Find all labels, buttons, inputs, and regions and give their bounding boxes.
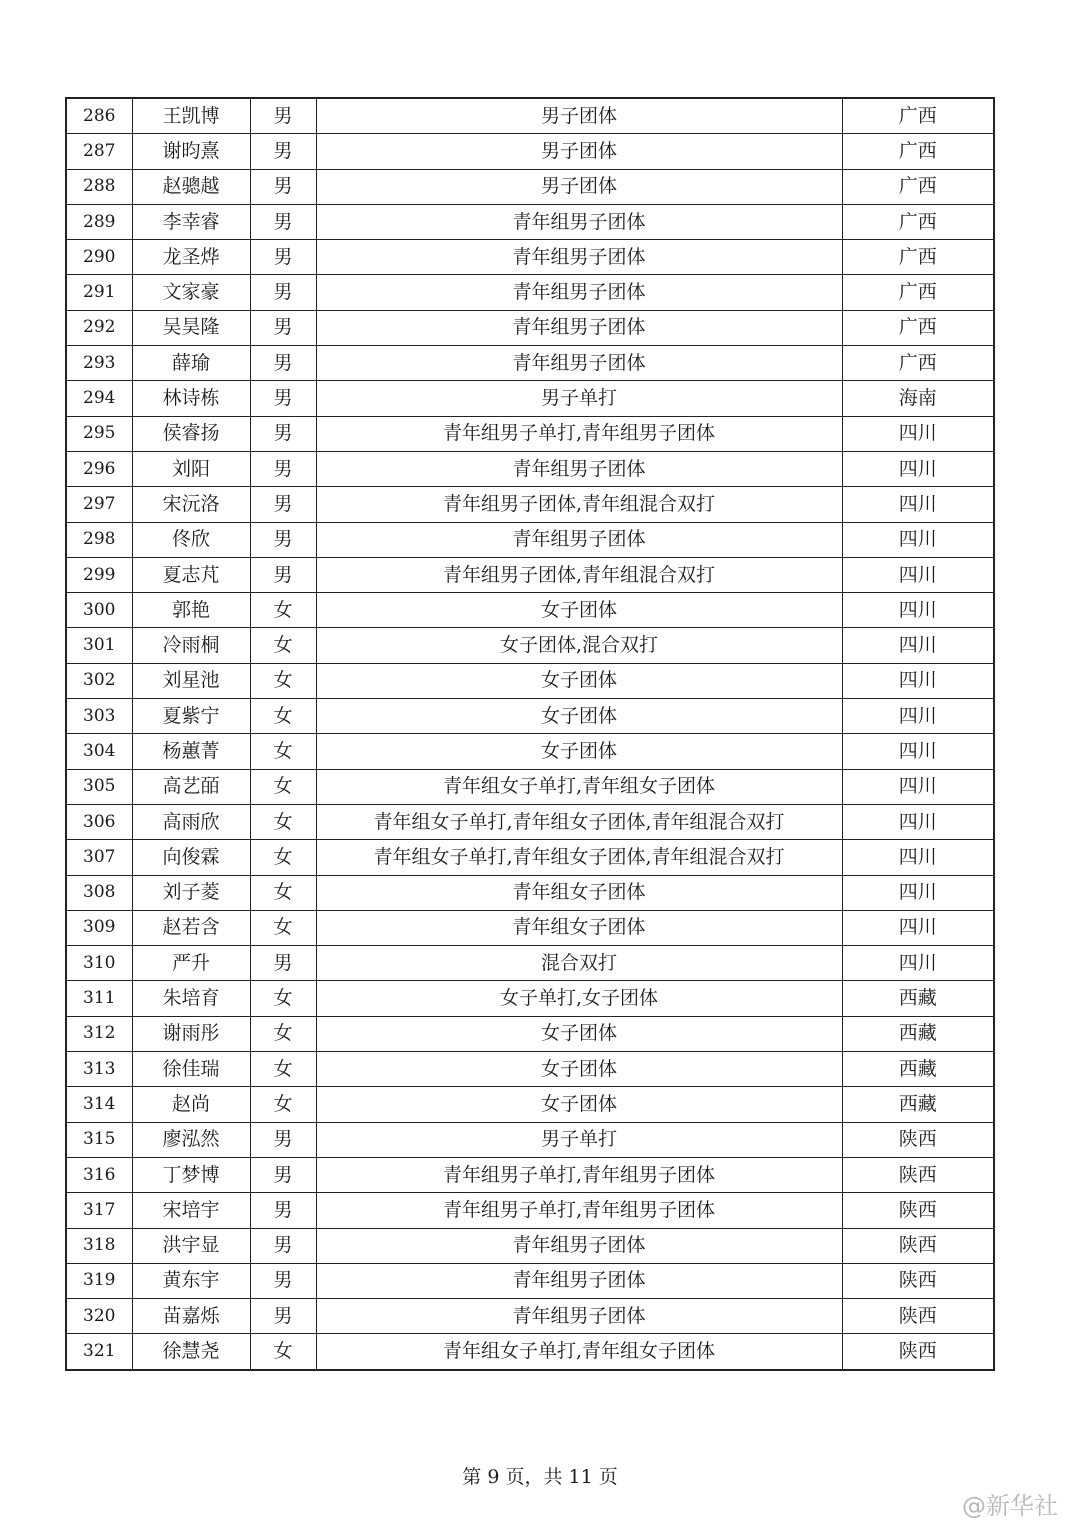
gender-cell: 女 xyxy=(250,593,316,628)
gender-cell: 男 xyxy=(250,416,316,451)
table-row xyxy=(66,875,994,910)
name-cell: 高雨欣 xyxy=(132,804,250,839)
row-number-cell: 304 xyxy=(66,734,132,769)
events-cell: 青年组女子团体 xyxy=(316,910,842,945)
region-cell: 四川 xyxy=(842,593,994,628)
events-cell: 青年组男子单打,青年组男子团体 xyxy=(316,1193,842,1228)
name-cell: 刘子菱 xyxy=(132,875,250,910)
row-number-cell: 312 xyxy=(66,1016,132,1051)
region-cell: 广西 xyxy=(842,134,994,169)
name-cell: 苗嘉烁 xyxy=(132,1299,250,1334)
gender-cell: 女 xyxy=(250,875,316,910)
page-footer: 第 9 页，共 11 页 xyxy=(462,1466,618,1488)
table-row xyxy=(66,240,994,275)
watermark: @新华社 xyxy=(962,1492,1058,1520)
region-cell: 西藏 xyxy=(842,981,994,1016)
table-row xyxy=(66,804,994,839)
table-row xyxy=(66,910,994,945)
name-cell: 李幸睿 xyxy=(132,204,250,239)
table-row xyxy=(66,1193,994,1228)
row-number-cell: 318 xyxy=(66,1228,132,1263)
region-cell: 四川 xyxy=(842,628,994,663)
region-cell: 陕西 xyxy=(842,1334,994,1370)
row-number-cell: 314 xyxy=(66,1087,132,1122)
name-cell: 宋培宇 xyxy=(132,1193,250,1228)
row-number-cell: 295 xyxy=(66,416,132,451)
table-row xyxy=(66,416,994,451)
events-cell: 青年组男子团体 xyxy=(316,1263,842,1298)
name-cell: 刘阳 xyxy=(132,451,250,486)
gender-cell: 男 xyxy=(250,1122,316,1157)
gender-cell: 女 xyxy=(250,840,316,875)
table-row xyxy=(66,1087,994,1122)
row-number-cell: 309 xyxy=(66,910,132,945)
region-cell: 四川 xyxy=(842,663,994,698)
events-cell: 青年组男子团体 xyxy=(316,310,842,345)
events-cell: 青年组男子团体 xyxy=(316,346,842,381)
gender-cell: 男 xyxy=(250,134,316,169)
table-row xyxy=(66,204,994,239)
name-cell: 高艺皕 xyxy=(132,769,250,804)
gender-cell: 男 xyxy=(250,557,316,592)
gender-cell: 男 xyxy=(250,204,316,239)
gender-cell: 男 xyxy=(250,1157,316,1192)
events-cell: 青年组男子团体 xyxy=(316,204,842,239)
row-number-cell: 310 xyxy=(66,946,132,981)
region-cell: 海南 xyxy=(842,381,994,416)
table-row xyxy=(66,98,994,134)
name-cell: 徐佳瑞 xyxy=(132,1052,250,1087)
region-cell: 四川 xyxy=(842,946,994,981)
gender-cell: 女 xyxy=(250,734,316,769)
events-cell: 青年组男子团体 xyxy=(316,1299,842,1334)
name-cell: 廖泓然 xyxy=(132,1122,250,1157)
table-row xyxy=(66,593,994,628)
name-cell: 杨蕙菁 xyxy=(132,734,250,769)
gender-cell: 男 xyxy=(250,275,316,310)
gender-cell: 男 xyxy=(250,346,316,381)
region-cell: 广西 xyxy=(842,240,994,275)
row-number-cell: 321 xyxy=(66,1334,132,1370)
gender-cell: 女 xyxy=(250,769,316,804)
events-cell: 女子团体 xyxy=(316,663,842,698)
region-cell: 广西 xyxy=(842,204,994,239)
region-cell: 四川 xyxy=(842,910,994,945)
gender-cell: 男 xyxy=(250,240,316,275)
table-row xyxy=(66,275,994,310)
region-cell: 西藏 xyxy=(842,1087,994,1122)
region-cell: 西藏 xyxy=(842,1016,994,1051)
table-row xyxy=(66,451,994,486)
row-number-cell: 293 xyxy=(66,346,132,381)
table-row xyxy=(66,169,994,204)
name-cell: 严升 xyxy=(132,946,250,981)
name-cell: 刘星池 xyxy=(132,663,250,698)
name-cell: 吴昊隆 xyxy=(132,310,250,345)
name-cell: 徐慧尧 xyxy=(132,1334,250,1370)
events-cell: 青年组女子单打,青年组女子团体 xyxy=(316,1334,842,1370)
region-cell: 陕西 xyxy=(842,1299,994,1334)
events-cell: 女子团体 xyxy=(316,1016,842,1051)
region-cell: 广西 xyxy=(842,310,994,345)
row-number-cell: 292 xyxy=(66,310,132,345)
gender-cell: 男 xyxy=(250,522,316,557)
events-cell: 青年组女子单打,青年组女子团体,青年组混合双打 xyxy=(316,804,842,839)
events-cell: 女子单打,女子团体 xyxy=(316,981,842,1016)
events-cell: 男子团体 xyxy=(316,134,842,169)
table-row xyxy=(66,134,994,169)
table-row xyxy=(66,381,994,416)
row-number-cell: 301 xyxy=(66,628,132,663)
row-number-cell: 296 xyxy=(66,451,132,486)
name-cell: 侯睿扬 xyxy=(132,416,250,451)
row-number-cell: 303 xyxy=(66,699,132,734)
events-cell: 青年组男子单打,青年组男子团体 xyxy=(316,416,842,451)
row-number-cell: 300 xyxy=(66,593,132,628)
table-row xyxy=(66,522,994,557)
table-row xyxy=(66,1016,994,1051)
region-cell: 广西 xyxy=(842,169,994,204)
region-cell: 陕西 xyxy=(842,1228,994,1263)
row-number-cell: 299 xyxy=(66,557,132,592)
name-cell: 赵若含 xyxy=(132,910,250,945)
name-cell: 宋沅洛 xyxy=(132,487,250,522)
name-cell: 佟欣 xyxy=(132,522,250,557)
name-cell: 夏紫宁 xyxy=(132,699,250,734)
gender-cell: 男 xyxy=(250,487,316,522)
region-cell: 广西 xyxy=(842,275,994,310)
row-number-cell: 286 xyxy=(66,98,132,134)
region-cell: 陕西 xyxy=(842,1122,994,1157)
table-row xyxy=(66,487,994,522)
row-number-cell: 319 xyxy=(66,1263,132,1298)
name-cell: 谢雨彤 xyxy=(132,1016,250,1051)
region-cell: 四川 xyxy=(842,769,994,804)
events-cell: 女子团体,混合双打 xyxy=(316,628,842,663)
table-row xyxy=(66,663,994,698)
row-number-cell: 315 xyxy=(66,1122,132,1157)
name-cell: 洪宇显 xyxy=(132,1228,250,1263)
row-number-cell: 317 xyxy=(66,1193,132,1228)
table-row xyxy=(66,981,994,1016)
gender-cell: 女 xyxy=(250,981,316,1016)
region-cell: 四川 xyxy=(842,557,994,592)
name-cell: 谢昀熹 xyxy=(132,134,250,169)
name-cell: 向俊霖 xyxy=(132,840,250,875)
region-cell: 四川 xyxy=(842,416,994,451)
row-number-cell: 287 xyxy=(66,134,132,169)
table-row xyxy=(66,1334,994,1370)
events-cell: 青年组女子团体 xyxy=(316,875,842,910)
name-cell: 王凯博 xyxy=(132,98,250,134)
region-cell: 广西 xyxy=(842,346,994,381)
gender-cell: 女 xyxy=(250,699,316,734)
table-row xyxy=(66,734,994,769)
events-cell: 青年组男子团体 xyxy=(316,1228,842,1263)
table-row xyxy=(66,946,994,981)
name-cell: 赵骢越 xyxy=(132,169,250,204)
events-cell: 女子团体 xyxy=(316,734,842,769)
row-number-cell: 307 xyxy=(66,840,132,875)
row-number-cell: 302 xyxy=(66,663,132,698)
events-cell: 男子单打 xyxy=(316,381,842,416)
row-number-cell: 311 xyxy=(66,981,132,1016)
events-cell: 青年组女子单打,青年组女子团体,青年组混合双打 xyxy=(316,840,842,875)
name-cell: 龙圣烨 xyxy=(132,240,250,275)
row-number-cell: 290 xyxy=(66,240,132,275)
row-number-cell: 305 xyxy=(66,769,132,804)
region-cell: 陕西 xyxy=(842,1157,994,1192)
table-row xyxy=(66,699,994,734)
gender-cell: 男 xyxy=(250,1228,316,1263)
events-cell: 青年组男子团体 xyxy=(316,240,842,275)
events-cell: 男子单打 xyxy=(316,1122,842,1157)
row-number-cell: 306 xyxy=(66,804,132,839)
table-row xyxy=(66,310,994,345)
region-cell: 四川 xyxy=(842,734,994,769)
gender-cell: 男 xyxy=(250,1193,316,1228)
events-cell: 女子团体 xyxy=(316,593,842,628)
events-cell: 混合双打 xyxy=(316,946,842,981)
gender-cell: 女 xyxy=(250,1052,316,1087)
roster-table xyxy=(65,97,995,1371)
gender-cell: 女 xyxy=(250,663,316,698)
region-cell: 四川 xyxy=(842,522,994,557)
row-number-cell: 294 xyxy=(66,381,132,416)
row-number-cell: 308 xyxy=(66,875,132,910)
name-cell: 郭艳 xyxy=(132,593,250,628)
gender-cell: 女 xyxy=(250,910,316,945)
table-row xyxy=(66,769,994,804)
table-row xyxy=(66,628,994,663)
events-cell: 青年组男子单打,青年组男子团体 xyxy=(316,1157,842,1192)
name-cell: 朱培育 xyxy=(132,981,250,1016)
region-cell: 陕西 xyxy=(842,1263,994,1298)
region-cell: 四川 xyxy=(842,875,994,910)
gender-cell: 男 xyxy=(250,946,316,981)
events-cell: 女子团体 xyxy=(316,1087,842,1122)
table-row xyxy=(66,1263,994,1298)
region-cell: 四川 xyxy=(842,487,994,522)
name-cell: 丁梦博 xyxy=(132,1157,250,1192)
name-cell: 冷雨桐 xyxy=(132,628,250,663)
name-cell: 黄东宇 xyxy=(132,1263,250,1298)
name-cell: 林诗栋 xyxy=(132,381,250,416)
gender-cell: 男 xyxy=(250,169,316,204)
row-number-cell: 313 xyxy=(66,1052,132,1087)
name-cell: 文家豪 xyxy=(132,275,250,310)
table-row xyxy=(66,840,994,875)
region-cell: 四川 xyxy=(842,804,994,839)
row-number-cell: 316 xyxy=(66,1157,132,1192)
gender-cell: 男 xyxy=(250,98,316,134)
gender-cell: 男 xyxy=(250,1299,316,1334)
table-row xyxy=(66,557,994,592)
gender-cell: 女 xyxy=(250,804,316,839)
events-cell: 女子团体 xyxy=(316,699,842,734)
row-number-cell: 289 xyxy=(66,204,132,239)
gender-cell: 男 xyxy=(250,381,316,416)
row-number-cell: 297 xyxy=(66,487,132,522)
table-row xyxy=(66,1122,994,1157)
gender-cell: 女 xyxy=(250,628,316,663)
events-cell: 女子团体 xyxy=(316,1052,842,1087)
gender-cell: 男 xyxy=(250,310,316,345)
events-cell: 青年组男子团体 xyxy=(316,522,842,557)
roster-body xyxy=(66,98,994,1370)
row-number-cell: 291 xyxy=(66,275,132,310)
gender-cell: 女 xyxy=(250,1016,316,1051)
gender-cell: 男 xyxy=(250,451,316,486)
table-row xyxy=(66,346,994,381)
region-cell: 西藏 xyxy=(842,1052,994,1087)
region-cell: 广西 xyxy=(842,98,994,134)
events-cell: 青年组女子单打,青年组女子团体 xyxy=(316,769,842,804)
gender-cell: 男 xyxy=(250,1263,316,1298)
name-cell: 薛瑜 xyxy=(132,346,250,381)
events-cell: 青年组男子团体 xyxy=(316,451,842,486)
events-cell: 男子团体 xyxy=(316,169,842,204)
table-row xyxy=(66,1157,994,1192)
table-row xyxy=(66,1052,994,1087)
name-cell: 赵尚 xyxy=(132,1087,250,1122)
table-row xyxy=(66,1228,994,1263)
events-cell: 青年组男子团体,青年组混合双打 xyxy=(316,557,842,592)
region-cell: 四川 xyxy=(842,699,994,734)
events-cell: 青年组男子团体,青年组混合双打 xyxy=(316,487,842,522)
gender-cell: 女 xyxy=(250,1087,316,1122)
gender-cell: 女 xyxy=(250,1334,316,1370)
region-cell: 四川 xyxy=(842,451,994,486)
name-cell: 夏志芃 xyxy=(132,557,250,592)
row-number-cell: 288 xyxy=(66,169,132,204)
table-row xyxy=(66,1299,994,1334)
events-cell: 青年组男子团体 xyxy=(316,275,842,310)
region-cell: 陕西 xyxy=(842,1193,994,1228)
row-number-cell: 298 xyxy=(66,522,132,557)
events-cell: 男子团体 xyxy=(316,98,842,134)
row-number-cell: 320 xyxy=(66,1299,132,1334)
region-cell: 四川 xyxy=(842,840,994,875)
